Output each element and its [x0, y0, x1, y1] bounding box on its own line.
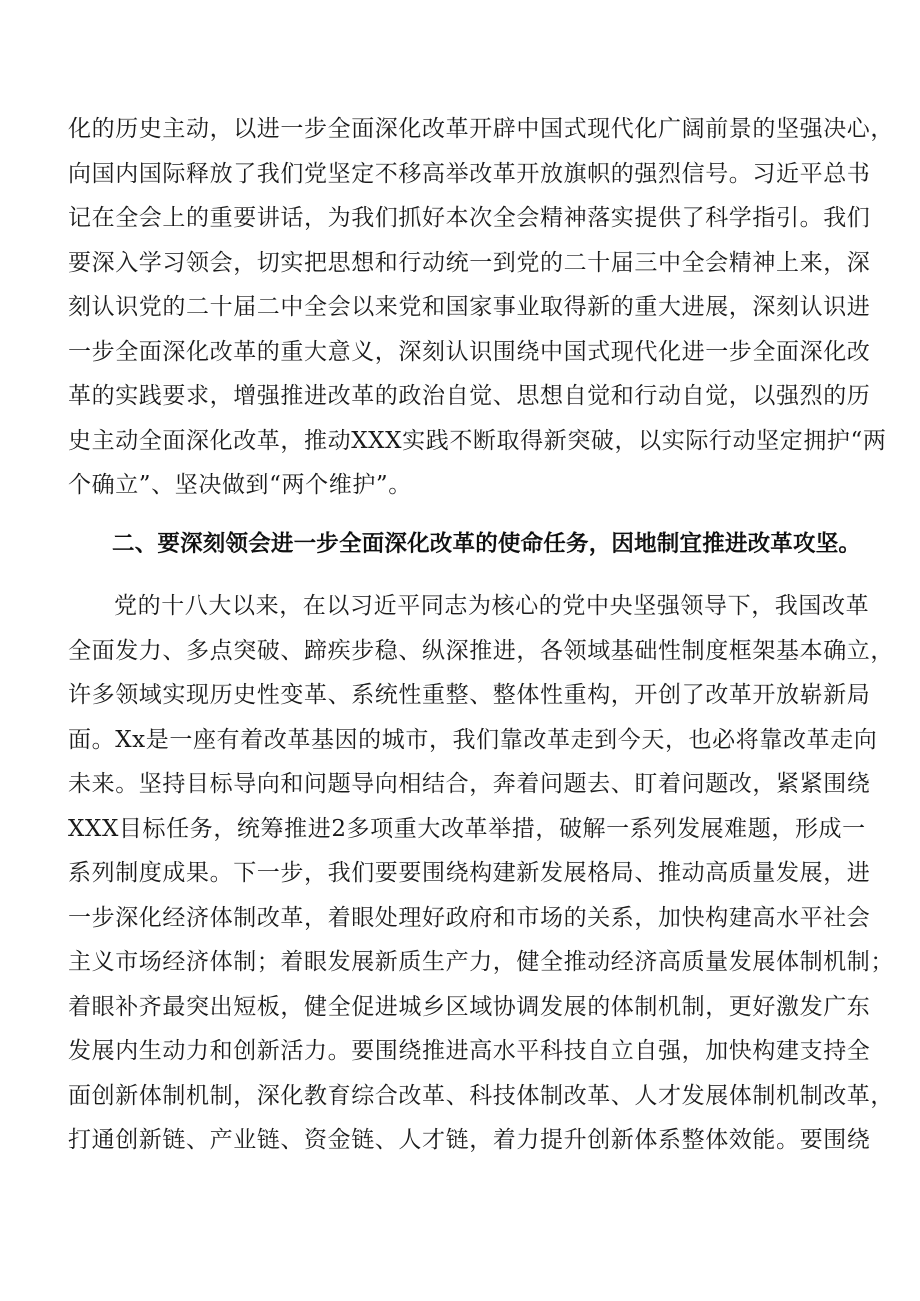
paragraph-2-line: 未来。坚持目标导向和问题导向相结合，奔着问题去、盯着问题改，紧紧围绕: [68, 771, 871, 797]
paragraph-1-line: 要深入学习领会，切实把思想和行动统一到党的二十届三中全会精神上来，深: [68, 249, 871, 276]
paragraph-2-line: 全面发力、多点突破、蹄疾步稳、纵深推进，各领域基础性制度框架基本确立，: [68, 637, 894, 664]
paragraph-2-line: 党的十八大以来，在以习近平同志为核心的党中央坚强领导下，我国改革: [114, 593, 870, 619]
paragraph-2-line: 面。Xx是一座有着改革基因的城市，我们靠改革走到今天，也必将靠改革走向: [68, 726, 878, 753]
paragraph-2-line: 一步深化经济体制改革，着眼处理好政府和市场的关系，加快构建高水平社会: [68, 904, 871, 931]
paragraph-2-line: 打通创新链、产业链、资金链、人才链，着力提升创新体系整体效能。要围绕: [68, 1127, 871, 1153]
paragraph-2-line: 着眼补齐最突出短板，健全促进城乡区域协调发展的体制机制，更好激发广东: [68, 993, 871, 1020]
paragraph-2-line: 面创新体制机制，深化教育综合改革、科技体制改革、人才发展体制机制改革，: [68, 1082, 894, 1109]
paragraph-2-line: XXX目标任务，统筹推进2多项重大改革举措，破解一系列发展难题，形成一: [68, 815, 866, 842]
paragraph-2-line: 系列制度成果。下一步，我们要要围绕构建新发展格局、推动高质量发展，进: [68, 860, 871, 886]
paragraph-1-line: 记在全会上的重要讲话，为我们抓好本次全会精神落实提供了科学指引。我们: [68, 205, 871, 231]
paragraph-2: [68, 584, 894, 1163]
paragraph-1-line: 化的历史主动，以进一步全面深化改革开辟中国式现代化广阔前景的坚强决心，: [68, 116, 894, 142]
section-heading: 二、要深刻领会进一步全面深化改革的使命任务，因地制宜推进改革攻坚。: [112, 531, 862, 557]
paragraph-1-line: 个确立”、坚决做到“两个维护”。: [68, 472, 412, 498]
paragraph-1-line: 一步全面深化改革的重大意义，深刻认识围绕中国式现代化进一步全面深化改: [68, 338, 871, 365]
paragraph-2-line: 主义市场经济体制；着眼发展新质生产力，健全推动经济高质量发展体制机制；: [68, 949, 894, 975]
paragraph-1-line: 刻认识党的二十届二中全会以来党和国家事业取得新的重大进展，深刻认识进: [68, 294, 871, 320]
paragraph-1-line: 革的实践要求，增强推进改革的政治自觉、思想自觉和行动自觉，以强烈的历: [68, 383, 871, 409]
paragraph-2-line: 发展内生动力和创新活力。要围绕推进高水平科技自立自强，加快构建支持全: [68, 1038, 871, 1064]
paragraph-2-line: 许多领域实现历史性变革、系统性重整、整体性重构，开创了改革开放崭新局: [68, 682, 871, 708]
paragraph-1-line: 史主动全面深化改革，推动XXX实践不断取得新突破，以实际行动坚定拥护“两: [68, 427, 887, 454]
paragraph-1-line: 向国内国际释放了我们党坚定不移高举改革开放旗帜的强烈信号。习近平总书: [68, 160, 871, 187]
paragraph-1: [68, 107, 894, 508]
